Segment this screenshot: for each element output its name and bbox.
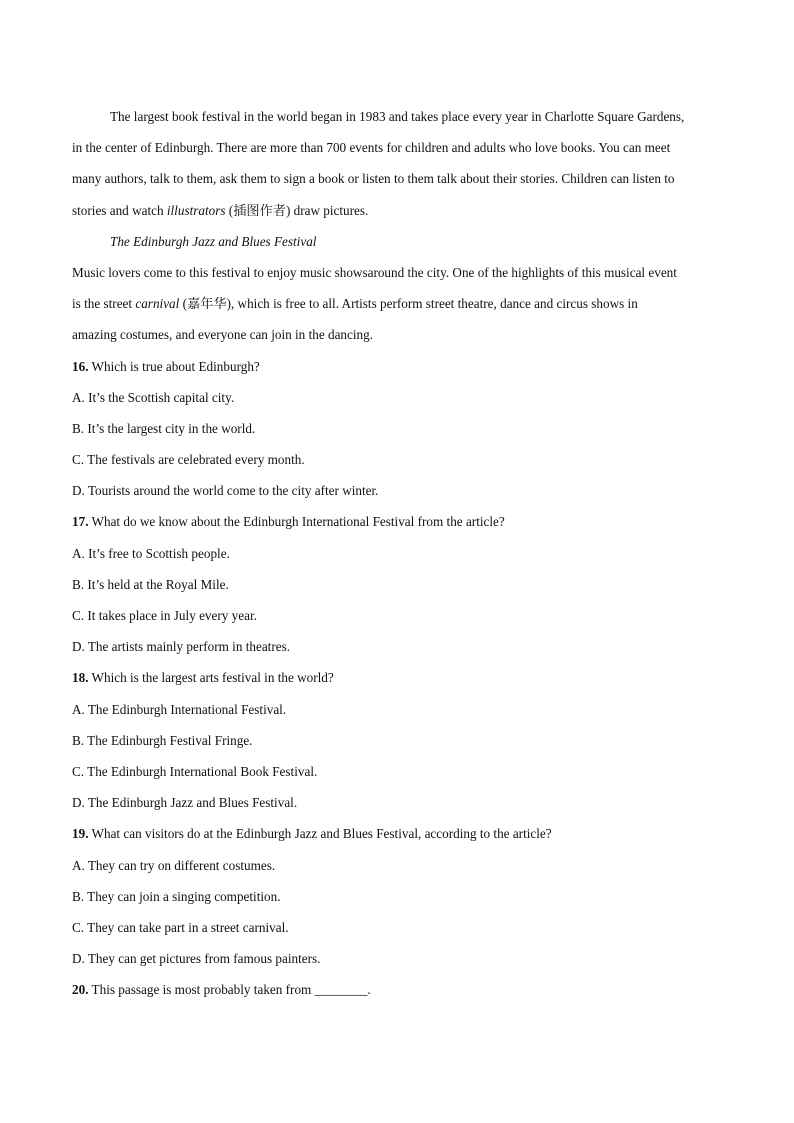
question-number: 19. [72,826,89,842]
passage-line: Music lovers come to this festival to enjoy music showsaround the city. One of the highlights of this musical event [72,264,677,280]
text-run: (嘉年华), which is free to all. Artists perform street theatre, dance and circus shows in [179,296,638,312]
question-text: Which is true about Edinburgh? [88,358,260,374]
answer-option: D. Tourists around the world come to the city after winter. [72,483,379,499]
passage-line: The largest book festival in the world began in 1983 and takes place every year in Charlotte Square Gardens, [110,109,685,124]
answer-option: B. It’s held at the Royal Mile. [72,576,229,592]
italic-term: carnival [135,296,180,312]
passage-line: in the center of Edinburgh. There are more than 700 events for children and adults who love books. You can meet [72,140,671,156]
question-number: 17. [72,514,89,530]
question-16 [72,351,722,382]
question-list [72,351,722,1006]
answer-option: B. They can join a singing competition. [72,888,281,904]
answer-option: C. They can take part in a street carnival. [72,919,289,935]
question-17 [72,506,722,537]
passage-line [72,288,722,319]
question-19 [72,818,722,849]
answer-option: B. It’s the largest city in the world. [72,420,256,436]
question-text: This passage is most probably taken from ________. [88,982,371,998]
answer-option: A. It’s the Scottish capital city. [72,389,235,405]
passage-line: many authors, talk to them, ask them to sign a book or listen to them talk about their stories. Children can listen to [72,171,675,187]
answer-option: D. They can get pictures from famous painters. [72,951,321,967]
text-run: stories and watch [72,202,167,218]
passage-line: amazing costumes, and everyone can join in the dancing. [72,327,374,343]
question-text: Which is the largest arts festival in the world? [88,670,334,686]
passage [72,101,722,351]
text-run: (插图作者) draw pictures. [225,202,369,218]
answer-option: C. The festivals are celebrated every month. [72,452,305,468]
answer-option: D. The Edinburgh Jazz and Blues Festival. [72,795,298,811]
italic-term: illustrators [166,202,226,218]
question-text: What do we know about the Edinburgh International Festival from the article? [88,514,505,530]
answer-option: D. The artists mainly perform in theatres. [72,639,291,655]
question-number: 20. [72,982,89,998]
question-number: 18. [72,670,89,686]
answer-option: C. The Edinburgh International Book Festival. [72,763,318,779]
question-20 [72,974,722,1005]
answer-option: A. The Edinburgh International Festival. [72,701,287,717]
answer-option: A. They can try on different costumes. [72,857,276,873]
section-subheading: The Edinburgh Jazz and Blues Festival [110,233,317,249]
question-number: 16. [72,358,89,374]
passage-line [72,195,722,226]
text-run: is the street [72,296,136,312]
question-18 [72,662,722,693]
answer-option: B. The Edinburgh Festival Fringe. [72,732,253,748]
answer-option: C. It takes place in July every year. [72,608,257,623]
answer-option: A. It’s free to Scottish people. [72,545,230,561]
question-text: What can visitors do at the Edinburgh Jazz and Blues Festival, according to the article? [88,826,552,842]
